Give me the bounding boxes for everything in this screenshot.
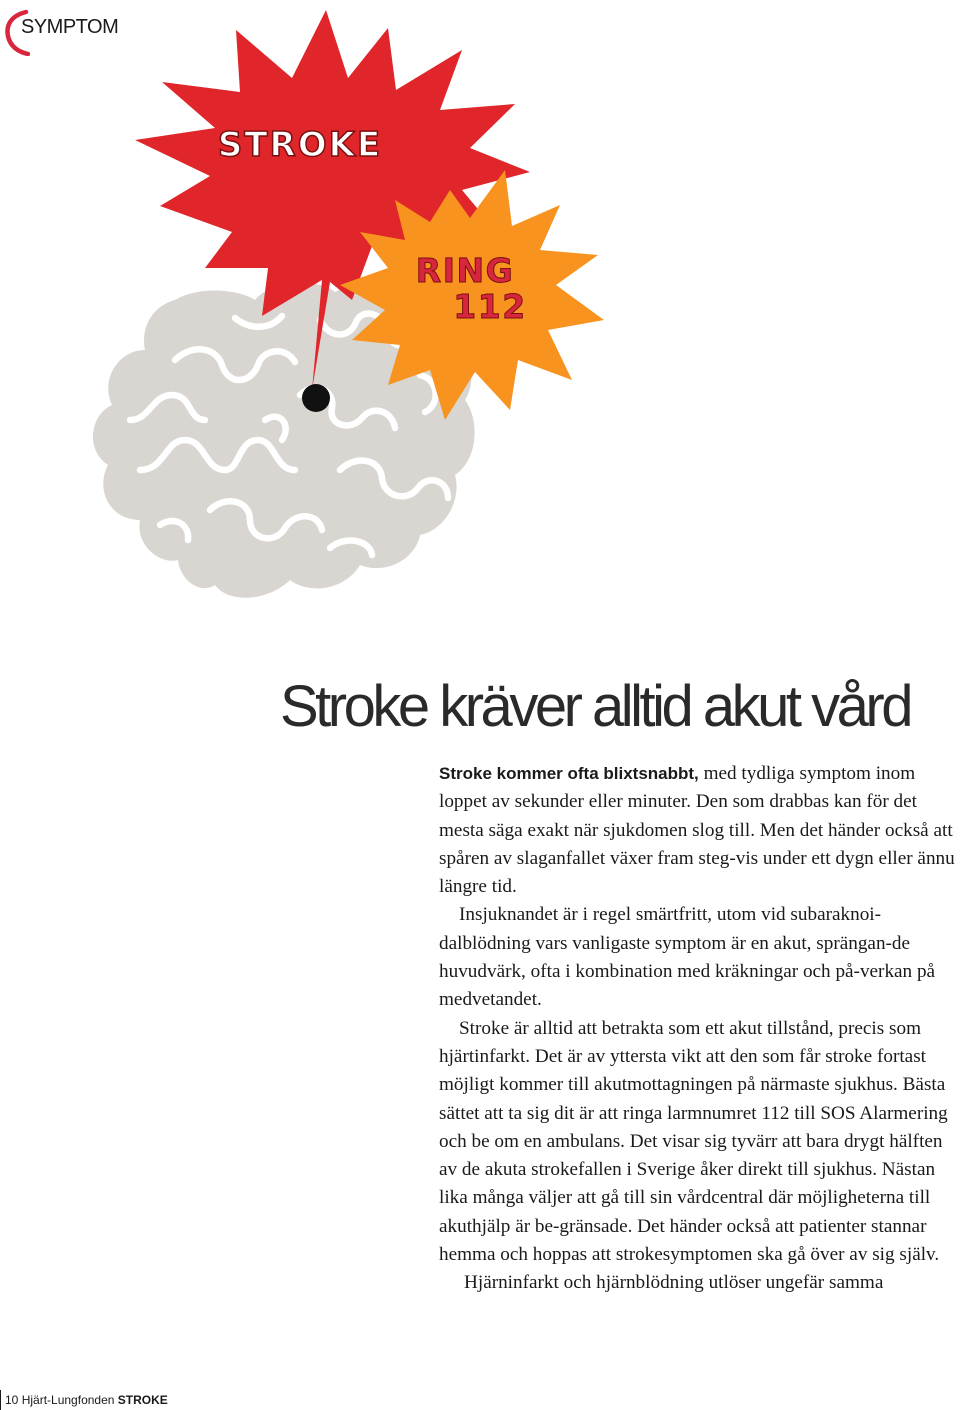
article-headline: Stroke kräver alltid akut vård	[280, 674, 910, 739]
section-label: SYMPTOM	[21, 16, 119, 38]
footer-text	[5, 1393, 168, 1407]
page-number: 10	[5, 1393, 19, 1407]
article-paragraph-4: Hjärninfarkt och hjärnblödning utlöser ungefär samma	[464, 1272, 884, 1294]
article-body	[439, 760, 959, 1298]
footer-rule	[0, 1390, 1, 1410]
call-burst-line1: RING	[415, 251, 515, 290]
stroke-burst-label: STROKE	[217, 125, 383, 165]
paragraph-1-text: med tydliga symptom inom loppet av sekunder eller minuter. Den som drabbas kan för det mesta säga exakt när sjukdomen slog till. Men det händer också att spåren av slaganfallet växer fram steg-vis under ett dygn eller ännu längre tid.	[439, 763, 955, 898]
publication-name: STROKE	[117, 1393, 168, 1407]
stroke-illustration	[0, 0, 960, 660]
article-paragraph-3: Stroke är alltid att betrakta som ett akut tillstånd, precis som hjärtinfarkt. Det är av yttersta vikt att den som får stroke fortast möjligt kommer till akutmottagningen på närmaste sjukhus. Bästa sättet att ta sig dit är att ringa larmnumret 112 till SOS Alarmering och be om en ambulans. Det visar sig tyvärr att bara drygt hälften av de akuta strokefallen i Sverige åker direkt till sjukhus. Nästan lika många väljer att gå till sin vårdcentral där möjligheterna till akuthjälp är be-gränsade. Det händer också att patienter stannar hemma och hoppas att strokesymptomen ska gå över av sig själv.	[439, 1017, 948, 1266]
location-dot-icon	[302, 384, 330, 412]
page-footer	[0, 1390, 180, 1410]
call-burst-line2: 112	[453, 287, 527, 326]
article-paragraph-2: Insjuknandet är i regel smärtfritt, utom vid subaraknoi-dalblödning vars vanligaste symptom är en akut, sprängan-de huvudvärk, ofta i kombination med kräkningar och på-verkan på medvetandet.	[439, 904, 936, 1011]
publisher-name: Hjärt-Lungfonden	[21, 1393, 115, 1407]
lead-in: Stroke kommer ofta blixtsnabbt,	[439, 764, 699, 783]
article-paragraph-1	[439, 760, 959, 901]
